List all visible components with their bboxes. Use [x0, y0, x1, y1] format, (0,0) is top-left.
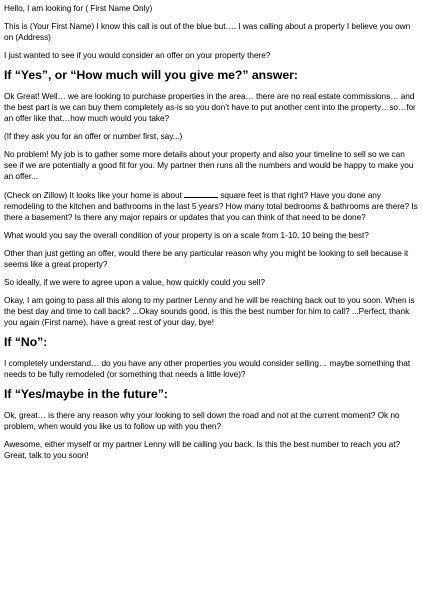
- greeting-line: Hello, I am looking for ( First Name Only): [4, 3, 153, 13]
- yes-timeline-paragraph: So ideally, if we were to agree upon a value, how quickly could you sell?: [4, 277, 265, 287]
- yes-offer-first-note: (If they ask you for an offer or number first, say...): [4, 131, 183, 141]
- yes-condition-paragraph: What would you say the overall condition of your property is on a scale from 1-10, 10 being the best?: [4, 230, 369, 240]
- yes-reason-paragraph: Other than just getting an offer, would there be any particular reason why you might be looking to sell because it seems like a great property?: [4, 248, 409, 269]
- zillow-text-start: (Check on Zillow) It looks like your home is about: [4, 190, 185, 200]
- introduction-paragraph: This is (Your First Name) I know this call is out of the blue but…. I was calling about a property I believe you own on (Address): [4, 21, 411, 42]
- square-feet-blank: [184, 189, 218, 198]
- heading-yes-answer: If “Yes”, or “How much will you give me?” answer:: [4, 68, 298, 82]
- maybe-closing-paragraph: Awesome, either myself or my partner Lenny will be calling you back. Is this the best number to reach you at? Great, talk to you soon!: [4, 439, 401, 460]
- yes-zillow-paragraph: [4, 189, 418, 223]
- zillow-text-end: square feet is that right? Have you done any remodeling to the kitchen and bathrooms in the last 5 years? How many total bedrooms & bathrooms are there? Is there a basement? Is there any major repairs or updates that you can think of that need to be done?: [4, 190, 418, 222]
- heading-no-answer: If “No”:: [4, 335, 48, 349]
- yes-closing-paragraph: Okay, I am going to pass all this along to my partner Lenny and he will be reaching back out to you soon. When is the best day and time to call back? ...Okay sounds good, is this the best number for him to call? ...Perfect, thank you again (First name), have a great rest of your day, bye!: [4, 295, 415, 327]
- heading-maybe-answer: If “Yes/maybe in the future”:: [4, 387, 168, 401]
- yes-pitch-paragraph: Ok Great! Well… we are looking to purchase properties in the area… there are no real estate commissions… and the best part is we can buy them completely as-is so you don’t have to put another cent into the property…so…for an offer like that…how much would you take?: [4, 91, 416, 123]
- no-paragraph: I completely understand… do you have any other properties you would consider selling… maybe something that needs to be fully remodeled (or something that needs a little love)?: [4, 358, 411, 379]
- yes-details-paragraph: No problem! My job is to gather some more details about your property and also your timeline to sell so we can see if we are potentially a good fit for you. My partner then runs all the numbers and would be happy to make you an offer...: [4, 149, 414, 181]
- maybe-followup-paragraph: Ok, great… is there any reason why your looking to sell down the road and not at the current moment? Ok no problem, when would you like us to follow up with you then?: [4, 410, 400, 431]
- offer-question: I just wanted to see if you would consider an offer on your property there?: [4, 50, 271, 60]
